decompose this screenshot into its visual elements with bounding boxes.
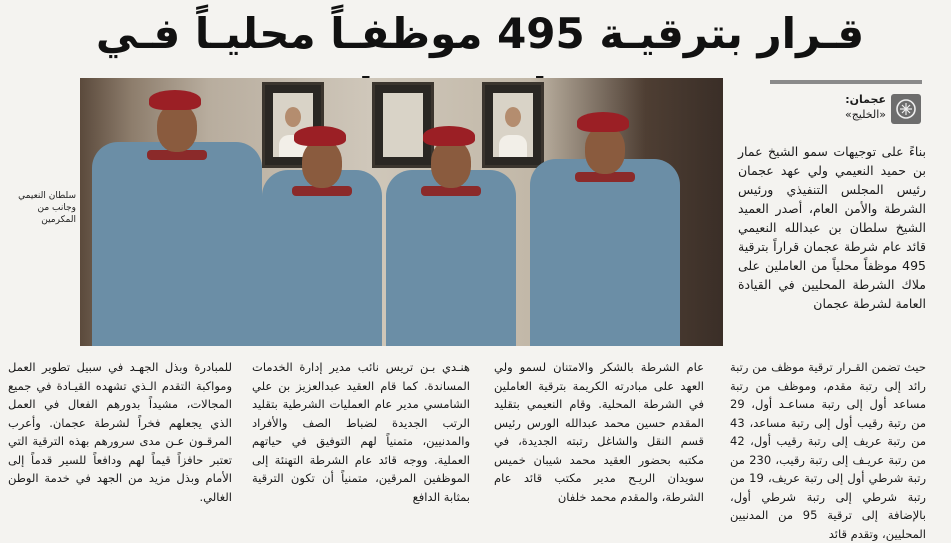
article-photo: [80, 78, 723, 346]
byline: [770, 92, 886, 122]
article-lead: [738, 142, 926, 313]
officer-figure: [262, 120, 382, 346]
article-column-1: [730, 358, 926, 543]
article-column-2: [494, 358, 704, 506]
column-paragraph: للمبادرة وبذل الجهـد في سبيل تطوير العمل ومواكبة التقدم الـذي تشهده القيـادة في جميع المجالات، مشيداً بدورهم الفعال في العمل الذي يجعلهم فخراً لشرطة عجمان. وأعرب المرقـون عـن مدى سرورهم بهذه الترقية التي تعتبر حافزاً قيماً لهم ودافعاً للسير قدماً إلى الأمام وبذل مزيد من الجهد في خدمة الوطن الغالي.: [8, 360, 232, 504]
byline-divider: [770, 80, 922, 84]
article-column-4: [8, 358, 232, 506]
newspaper-logo-icon: [891, 94, 921, 124]
column-paragraph: هنـدي بـن تريس نائب مدير إدارة الخدمات المساندة. كما قام العقيد عبدالعزيز بن علي الشامسي مدير عام العمليات الشرطية بتقليد الرتب الجديدة لضباط الصف والأفراد والمدنيين، متمنياً لهم التوفيق في حياتهم العملية. ووجه قائد عام الشرطة التهنئة إلى الموظفين المرقين، متمنياً أن تكون الترقية بمثابة الدافع: [252, 360, 470, 504]
column-paragraph: حيث تضمن القـرار ترقية موظف من رتبة رائد إلى رتبة مقدم، وموظف من رتبة مساعد أول إلى رتبة مساعـد أول، 29 من رتبة رقيب أول إلى رتبة مساعد، 43 من رتبة عريف إلى رتبة رقيب أول، 42 من رتبة عريـف إلى رتبة رقيب، 230 من رتبة شرطي أول إلى رتبة عريف، 19 من رتبة شرطي إلى رتبة شرطي أول، بالإضافة إلى ترقية 95 من المدنيين المحليين، وتقدم قائد: [730, 360, 926, 541]
lead-paragraph: بناءً على توجيهات سمو الشيخ عمار بن حميد النعيمي ولي عهد عجمان رئيس المجلس التنفيذي ورئيس الشرطة والأمن العام، أصدر العميد الشيخ سلطان بن عبدالله النعيمي قائد عام شرطة عجمان قراراً بترقية 495 موظفاً محلياً من العاملين على ملاك الشرطة المحليين في القيادة العامة لشرطة عجمان: [738, 144, 926, 311]
article-headline: قـرار بترقيـة 495 موظفـاً محليـاً فـي: [95, 9, 865, 58]
byline-location: عجمان:: [845, 93, 886, 106]
article-column-3: [252, 358, 470, 506]
officer-figure: [386, 120, 516, 346]
column-paragraph: عام الشرطة بالشكر والامتنان لسمو ولي العهد على مبادرته الكريمة بترقية العاملين في الشرطة المحلية. وقام النعيمي بتقليد المقدم حسين محمد عبدالله الورس رئيس قسم النقل والشاغل رتبته الجديدة، في مكتبه بحضور العقيد محمد شيبان خميس سويدان الريـح مدير مكتب قائد عام الشرطة، والمقدم محمد خلفان: [494, 360, 704, 504]
byline-source: «الخليج»: [844, 108, 886, 121]
officer-figure: [530, 106, 680, 346]
photo-caption: سلطان النعيمي وجانب من المكرمين: [18, 191, 76, 225]
officer-figure: [92, 84, 262, 346]
